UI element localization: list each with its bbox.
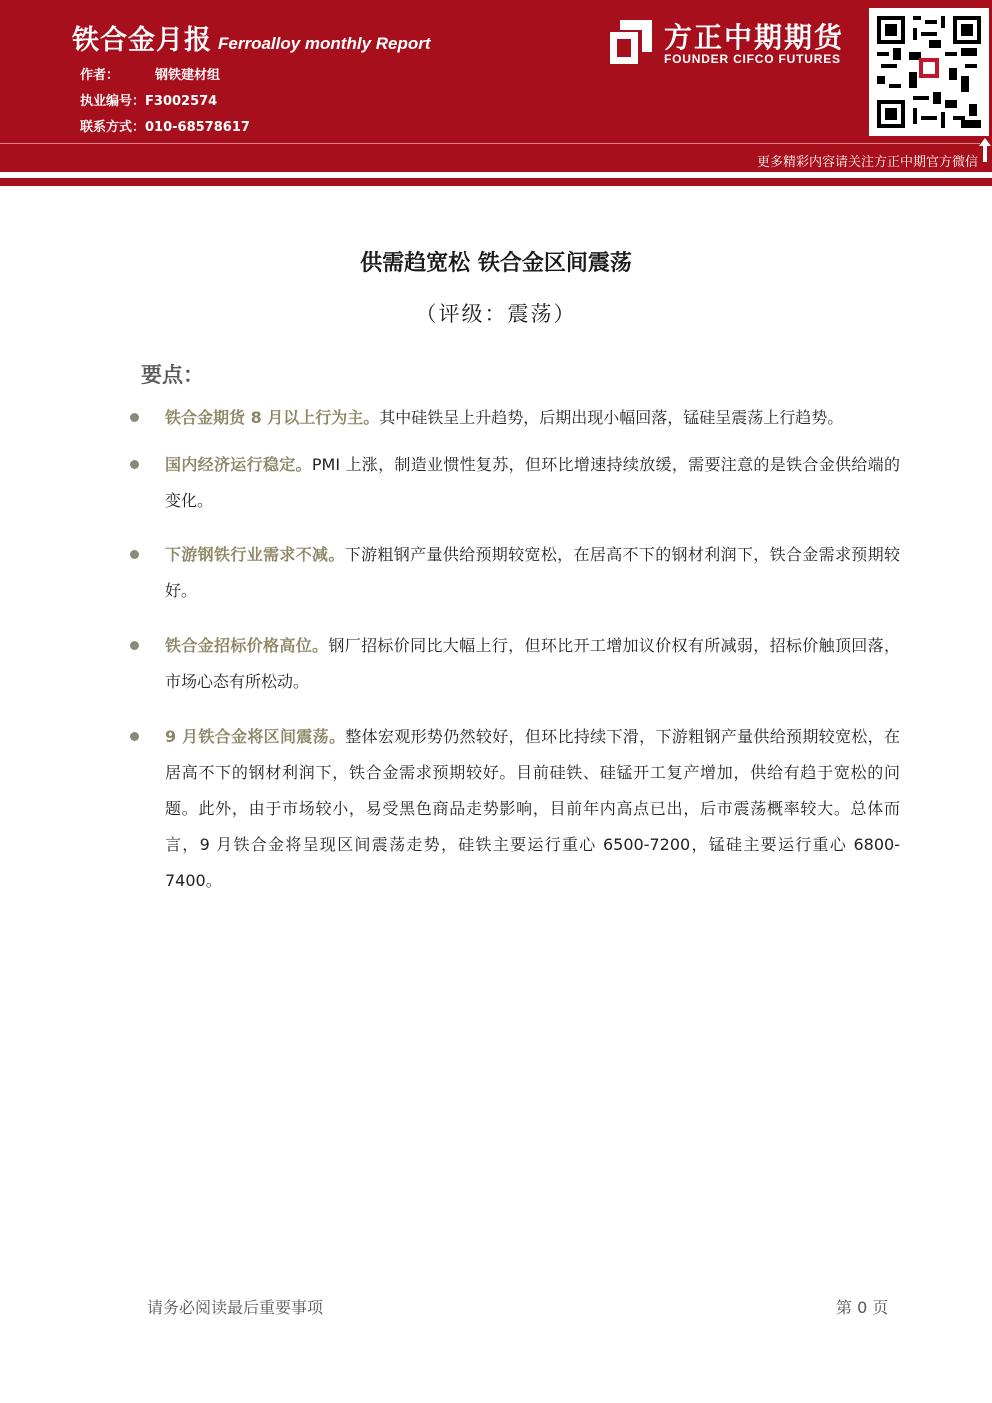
meta-author-label: 作者： [80, 68, 120, 83]
bullet-lead: 9 月铁合金将区间震荡。 [165, 727, 346, 746]
header-divider [0, 143, 980, 144]
meta-license-value: F3002574 [145, 94, 218, 109]
meta-license [80, 90, 217, 109]
bullet-body: 钢厂招标价同比大幅上行，但环比开工增加议价权有所减弱，招标价触顶回落，市场心态有所松动。 [165, 636, 900, 691]
company-logo [608, 14, 868, 74]
bullet-text [165, 628, 900, 700]
meta-contact-label: 联系方式： [80, 120, 146, 135]
logo-text-en: FOUNDER CIFCO FUTURES [664, 52, 841, 66]
doc-rating: （评级：震荡） [415, 302, 577, 326]
list-item [130, 447, 900, 519]
meta-contact [80, 116, 250, 135]
page-number: 第 0 页 [836, 1298, 889, 1317]
bullet-text [165, 537, 900, 609]
bullet-dot-icon [130, 413, 139, 422]
bullet-body: PMI 上涨，制造业惯性复苏，但环比增速持续放缓，需要注意的是铁合金供给端的变化。 [165, 455, 900, 510]
list-item [130, 628, 900, 700]
logo-text-cn: 方正中期期货 [664, 21, 845, 54]
key-points-heading: 要点： [141, 363, 204, 387]
header-bottom-bar [0, 178, 992, 186]
bullet-body: 下游粗钢产量供给预期较宽松，在居高不下的钢材利润下，铁合金需求预期较好。 [165, 545, 900, 600]
bullet-lead: 铁合金招标价格高位。 [165, 636, 329, 655]
report-title-en: Ferroalloy monthly Report [218, 34, 431, 53]
bullet-body: 其中硅铁呈上升趋势，后期出现小幅回落，锰硅呈震荡上行趋势。 [379, 408, 844, 427]
bullet-lead: 铁合金期货 8 月以上行为主。 [165, 408, 380, 427]
qr-code [869, 8, 989, 136]
report-title [72, 18, 431, 57]
list-item [130, 400, 900, 436]
bullet-dot-icon [130, 460, 139, 469]
bullet-dot-icon [130, 641, 139, 650]
meta-author [80, 64, 220, 83]
qr-code-icon [877, 16, 981, 128]
logo-mark-icon [608, 18, 654, 66]
report-title-cn: 铁合金月报 [72, 25, 212, 56]
meta-author-value: 钢铁建材组 [155, 68, 221, 83]
footer-notice: 请务必阅读最后重要事项 [147, 1298, 324, 1317]
bullet-text [165, 400, 900, 436]
bullet-body: 整体宏观形势仍然较好，但环比持续下滑，下游粗钢产量供给预期较宽松，在居高不下的钢材利润下，铁合金需求预期较好。目前硅铁、硅锰开工复产增加，供给有趋于宽松的问题。此外，由于市场较小，易受黑色商品走势影响，目前年内高点已出，后市震荡概率较大。总体而言，9 月铁合金将呈现区间震荡走势，硅铁主要运行重心 6500-7200，锰硅主要运行重心 6800-7400。 [165, 727, 900, 890]
bullet-text [165, 719, 900, 899]
bullet-lead: 下游钢铁行业需求不减。 [165, 545, 345, 564]
follow-wechat-text: 更多精彩内容请关注方正中期官方微信 [756, 155, 978, 170]
bullet-lead: 国内经济运行稳定。 [165, 455, 312, 474]
bullet-text [165, 447, 900, 519]
meta-license-label: 执业编号： [80, 94, 146, 109]
up-arrow-icon [979, 138, 991, 162]
list-item [130, 719, 900, 899]
meta-contact-value: 010-68578617 [145, 120, 250, 135]
bullet-dot-icon [130, 732, 139, 741]
bullet-dot-icon [130, 550, 139, 559]
doc-title: 供需趋宽松 铁合金区间震荡 [360, 251, 632, 276]
list-item [130, 537, 900, 609]
